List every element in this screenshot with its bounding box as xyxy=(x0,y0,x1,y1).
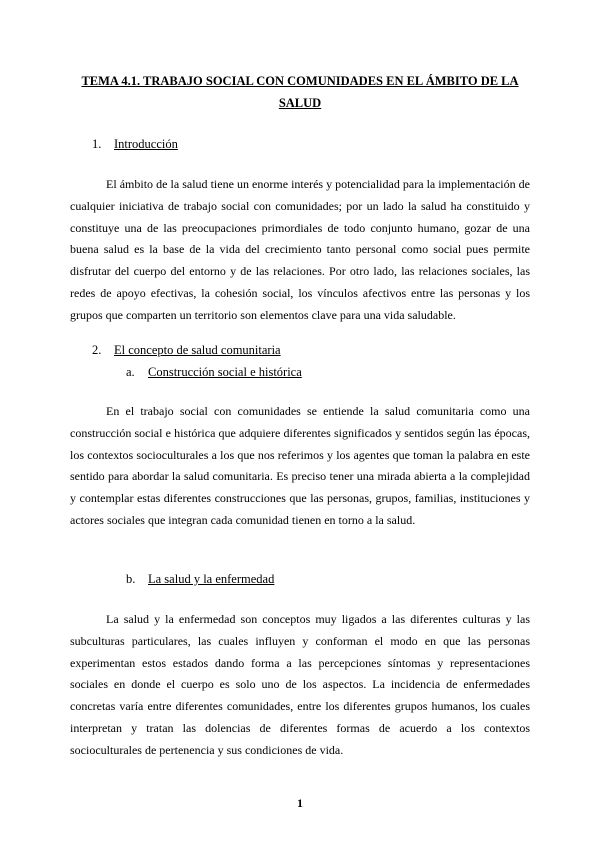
section-number: 2. xyxy=(92,343,102,357)
subsection-title: Construcción social e histórica xyxy=(148,365,302,379)
paragraph-introduccion: El ámbito de la salud tiene un enorme interés y potencialidad para la implementación de cualquier iniciativa de trabajo social con comunidades; por un lado la salud ha constituido y constituye una de las preocupaciones primordiales de todo conjunto humano, gozar de una buena salud es la base de la vida del crecimiento tanto personal como social pues permite disfrutar del cuerpo del entorno y de las relaciones. Por otro lado, las relaciones sociales, las redes de apoyo efectivas, la cohesión social, los vínculos afectivos entre las personas y los grupos que comparten un territorio son elementos clave para una vida saludable. xyxy=(70,177,530,322)
section-number: 1. xyxy=(92,137,102,151)
subsection-letter: b. xyxy=(126,572,136,586)
subsection-letter: a. xyxy=(126,365,135,379)
section-heading-concepto-salud xyxy=(92,342,281,358)
subsection-title: La salud y la enfermedad xyxy=(148,572,275,586)
section-heading-introduccion xyxy=(92,136,178,152)
subsection-heading-construccion xyxy=(126,364,302,380)
section-title: Introducción xyxy=(114,137,178,151)
paragraph-salud-enfermedad: La salud y la enfermedad son conceptos muy ligados a las diferentes culturas y las subculturas particulares, las cuales influyen y conforman el modo en que las personas experimentan estos estados dando forma a las percepciones síntomas y representaciones sociales en donde el cuerpo es solo uno de los aspectos. La incidencia de enfermedades concretas varía entre diferentes comunidades, entre los diferentes grupos humanos, los cuales interpretan y tratan las dolencias de diferentes formas de acuerdo a los contextos socioculturales de pertenencia y sus condiciones de vida. xyxy=(70,612,530,757)
subsection-heading-salud-enfermedad xyxy=(126,571,274,587)
section-title: El concepto de salud comunitaria xyxy=(114,343,281,357)
document-title: TEMA 4.1. TRABAJO SOCIAL CON COMUNIDADES EN EL ÁMBITO DE LA SALUD xyxy=(81,74,519,110)
paragraph-construccion: En el trabajo social con comunidades se entiende la salud comunitaria como una construcción social e histórica que adquiere diferentes significados y sentidos según las épocas, los contextos socioculturales a los que nos referimos y los agentes que toman la palabra en este sentido para abordar la salud comunitaria. Es preciso tener una mirada abierta a la complejidad y contemplar estas diferentes construcciones que las personas, grupos, familias, instituciones y actores sociales que integran cada comunidad tienen en torno a la salud. xyxy=(70,404,530,527)
page-number: 1 xyxy=(297,796,303,810)
